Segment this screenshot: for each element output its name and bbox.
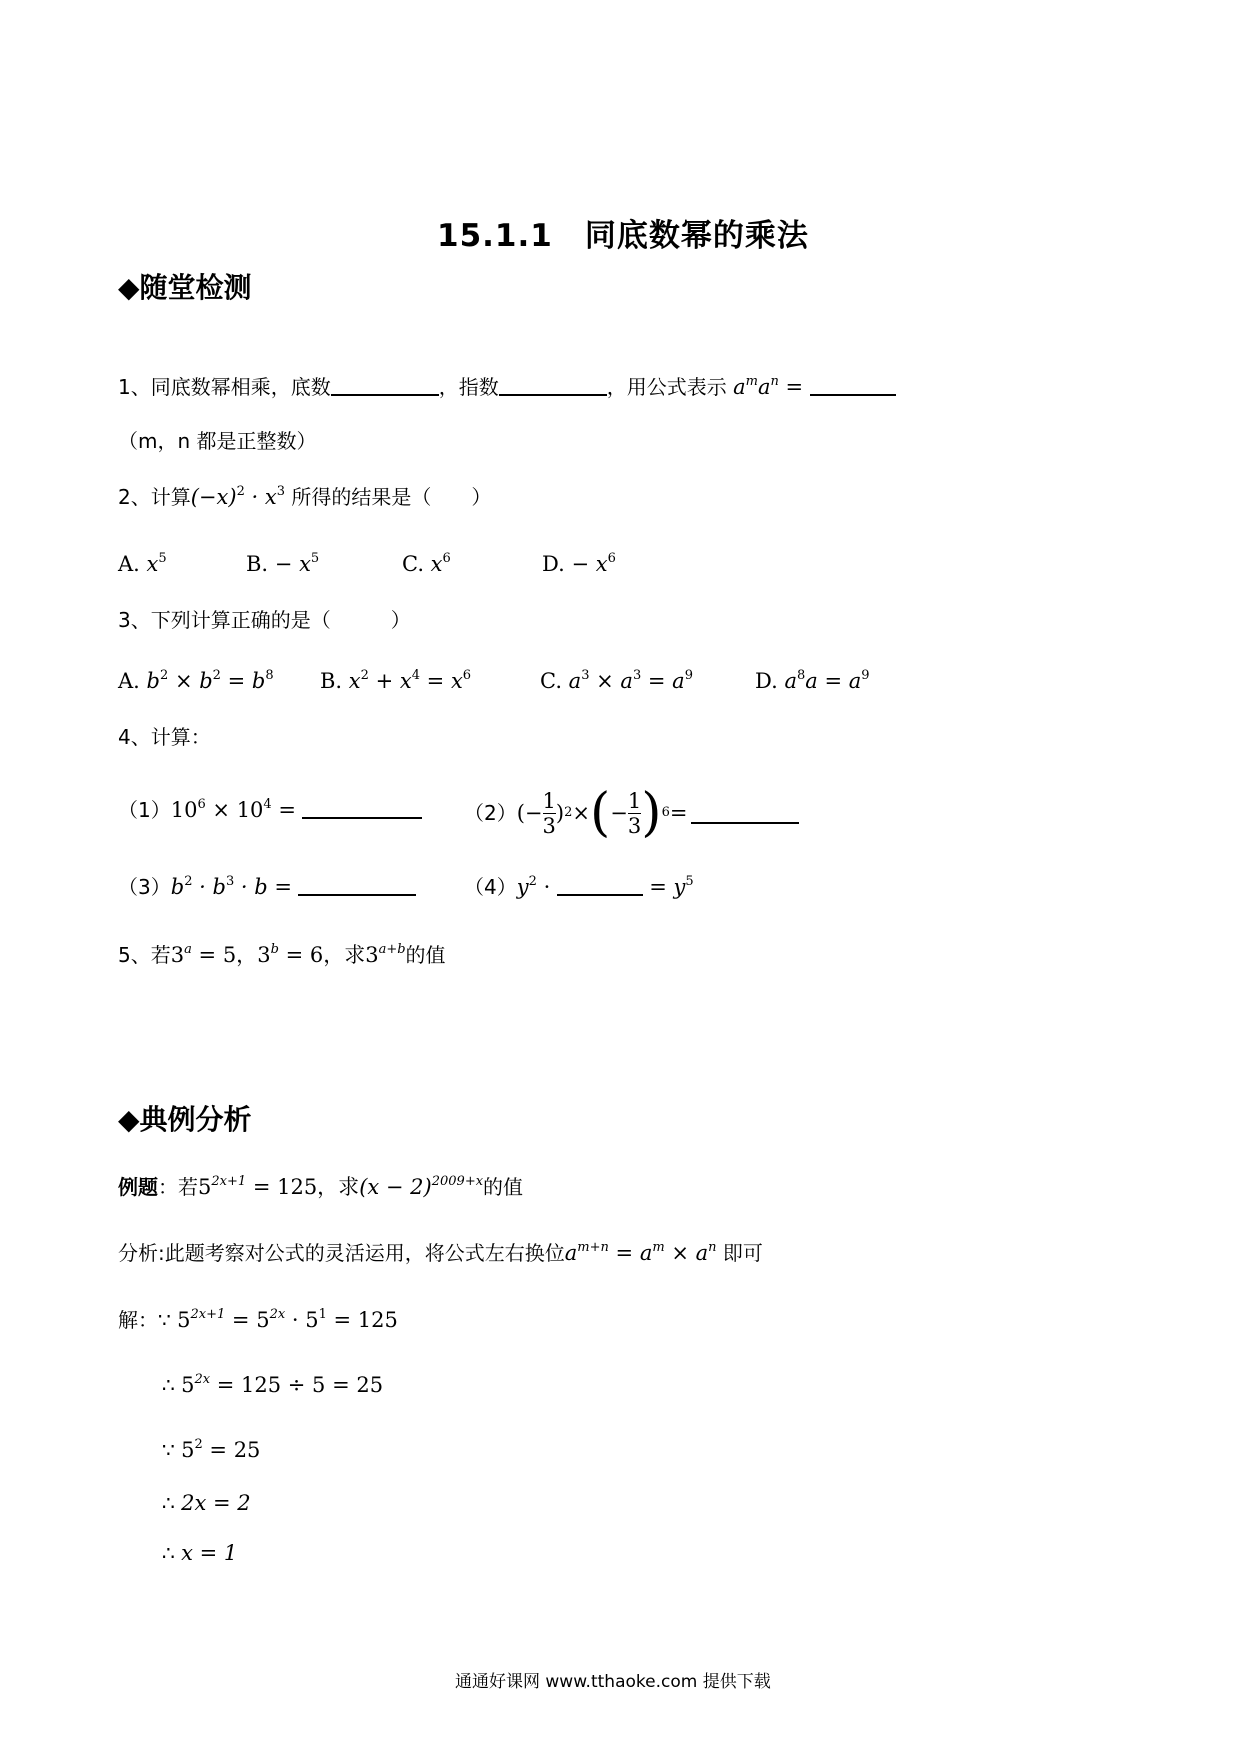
- page-title: 15.1.1 同底数幂的乘法: [437, 218, 809, 254]
- question-3-option-c[interactable]: C. $a^3 \times a^3 = a^9$: [540, 668, 693, 693]
- question-3-option-a[interactable]: A. $b^2 \times b^2 = b^8$: [118, 668, 274, 693]
- blank-4-4[interactable]: [557, 874, 643, 896]
- question-1-note: （m，n 都是正整数）: [118, 429, 317, 453]
- solution-line-4: ∴ 2x = 2: [162, 1491, 251, 1515]
- footer-source: 通通好课网 www.tthaoke.com 提供下载: [455, 1672, 771, 1692]
- question-4-part-3: $(3)b^2 \cdot b^3 \cdot b$ =: [118, 872, 416, 902]
- question-1: 1、同底数幂相乘，底数 ，指数 ，用公式表示 $a^ma^n$ =: [118, 372, 998, 402]
- question-2-option-c[interactable]: C. $x^6$: [402, 551, 451, 576]
- question-4-part-2: （2） (− $\frac{1}{3}$ ) 2 × ( − $\frac{1}{3}$ ) 6 =: [464, 778, 799, 848]
- blank-4-3[interactable]: [298, 874, 416, 896]
- question-3-option-b[interactable]: B. $x^2 + x^4 = x^6$: [320, 668, 472, 693]
- question-5: 5、若$3^a = 5$，$3^b = 6$，求$3^{a+b}$的值: [118, 942, 446, 967]
- question-4: 4、计算：: [118, 725, 211, 749]
- blank-exponent[interactable]: [499, 374, 607, 396]
- blank-4-1[interactable]: [302, 797, 422, 819]
- question-2-option-d[interactable]: D. − $x^6$: [542, 551, 616, 576]
- question-2: 2、计算$(-x)^2 \cdot x^3$ 所得的结果是（ ）: [118, 484, 492, 509]
- blank-formula[interactable]: [810, 374, 896, 396]
- blank-base[interactable]: [331, 374, 439, 396]
- analysis-text: 分析:此题考察对公式的灵活运用，将公式左右换位$a^{m+n} = a^m \times a^n$ 即可: [118, 1240, 763, 1265]
- blank-4-2[interactable]: [691, 802, 799, 824]
- solution-line-2: ∴ $5^{2x} = 125 \div 5 = 25$: [162, 1372, 384, 1397]
- section-heading-quiz: ◆随堂检测: [118, 271, 252, 304]
- question-3-option-d[interactable]: D. $a^8a = a^9$: [755, 668, 870, 693]
- question-4-part-1: $(1)10^6 \times 10^4$ =: [118, 795, 422, 825]
- solution-line-5: ∴ x = 1: [162, 1541, 238, 1565]
- question-2-option-a[interactable]: A. $x^5$: [118, 551, 167, 576]
- question-2-option-b[interactable]: B. − $x^5$: [246, 551, 320, 576]
- question-3: 3、下列计算正确的是（ ）: [118, 608, 411, 632]
- solution-line-1: 解：∵ $5^{2x+1} = 5^{2x} \cdot 5^1 = 125$: [118, 1307, 398, 1332]
- question-4-part-4: $(4)y^2$ · = $y^5$: [464, 874, 694, 899]
- fraction-one-third-2: $\frac{1}{3}$: [627, 788, 642, 838]
- fraction-one-third: $\frac{1}{3}$: [542, 788, 556, 838]
- solution-line-3: ∵ $5^2 = 25$: [162, 1437, 261, 1462]
- example-problem: 例题：若$5^{2x+1} = 125$，求$(x - 2)^{2009+x}$的值: [118, 1174, 524, 1199]
- section-heading-examples: ◆典例分析: [118, 1103, 252, 1136]
